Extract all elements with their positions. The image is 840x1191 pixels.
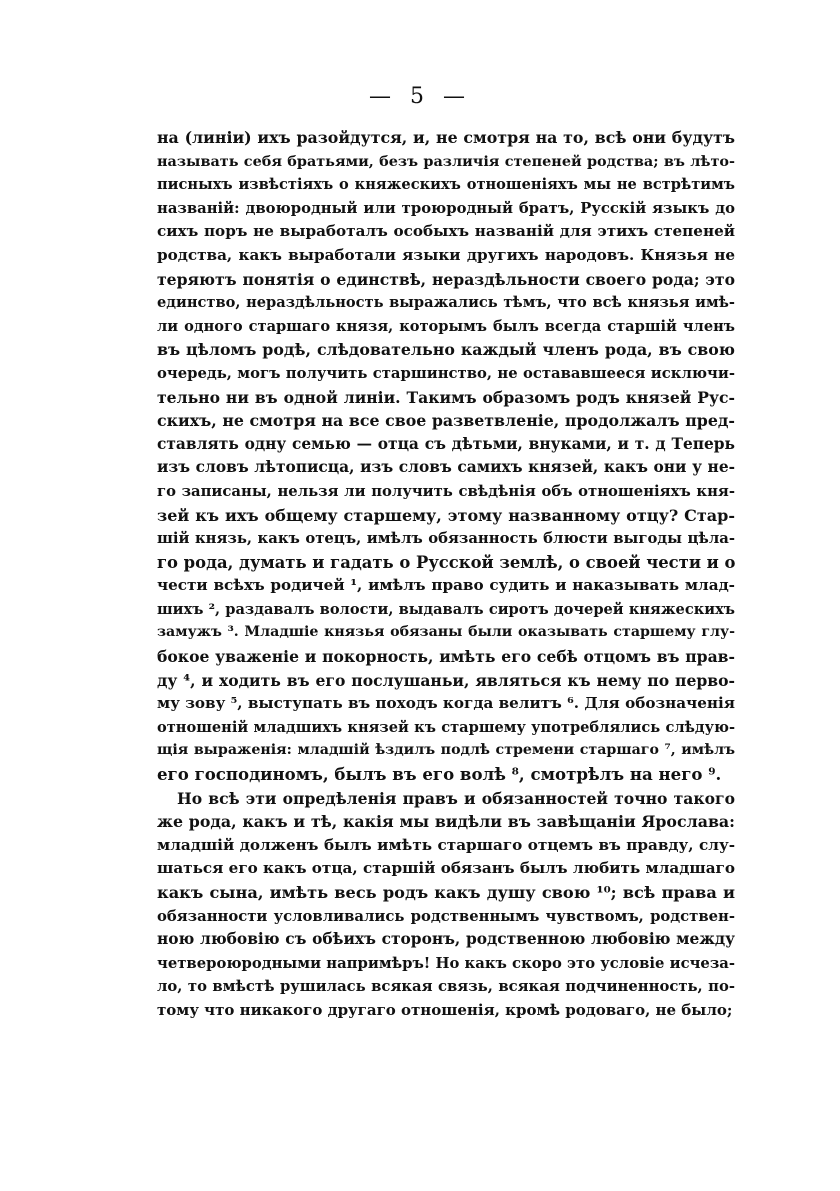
text-line: му зову ⁵, выступать въ походъ когда велитъ ⁶. Для обозначенія xyxy=(157,694,735,713)
text-line: же рода, какъ и тѣ, какія мы видѣли въ завѣщаніи Ярослава: xyxy=(157,812,735,832)
text-line: ставлять одну семью — отца съ дѣтьми, внуками, и т. д Теперь xyxy=(157,434,735,453)
text-line: четвероюродными напримѣръ! Но какъ скоро это условіе исчеза- xyxy=(157,954,735,972)
text-line: младшій долженъ былъ имѣть старшаго отцемъ въ правду, слу- xyxy=(157,835,735,854)
paragraph-1 xyxy=(157,126,735,787)
text-line: чести всѣхъ родичей ¹, имѣлъ право судить и наказывать млад- xyxy=(157,576,735,595)
text-line: ли одного старшаго князя, которымъ былъ всегда старшій членъ xyxy=(157,317,735,335)
text-line: обязанности условливались родственнымъ чувствомъ, родствен- xyxy=(157,907,735,925)
text-line: его господиномъ, былъ въ его волѣ ⁸, смотрѣлъ на него ⁹. xyxy=(157,764,722,785)
text-line: ло, то вмѣстѣ рушилась всякая связь, всякая подчиненность, по- xyxy=(157,978,735,996)
text-line: Но всѣ эти опредѣленія правъ и обязанностей точно такого xyxy=(177,788,735,808)
text-line: тельно ни въ одной линіи. Такимъ образомъ родъ князей Рус- xyxy=(157,387,735,407)
text-line: на (линіи) ихъ разойдутся, и, не смотря на то, всѣ они будутъ xyxy=(157,128,735,147)
text-line: щія выраженія: младшій ѣздилъ подлѣ стремени старшаго ⁷, имѣлъ xyxy=(157,742,735,759)
text-line: отношеній младшихъ князей къ старшему употреблялись слѣдую- xyxy=(157,718,735,736)
text-line: теряютъ понятія о единствѣ, нераздѣльности своего рода; это xyxy=(157,269,735,289)
text-line: единство, нераздѣльность выражались тѣмъ, что всѣ князья имѣ- xyxy=(157,294,735,312)
text-line: ною любовію съ обѣихъ сторонъ, родственною любовію между xyxy=(157,930,735,949)
paragraph-2 xyxy=(157,787,735,1023)
text-line: замужъ ³. Младшіе князья обязаны были оказывать старшему глу- xyxy=(157,624,735,641)
text-line: ду ⁴, и ходить въ его послушаньи, являться къ нему по перво- xyxy=(157,670,735,690)
text-line: называть себя братьями, безъ различія степеней родства; въ лѣто- xyxy=(157,152,735,170)
page-number: — 5 — xyxy=(369,84,471,109)
text-line: сихъ поръ не выработалъ особыхъ названій для этихъ степеней xyxy=(157,222,735,241)
body-text xyxy=(157,126,735,1023)
text-line: какъ сына, имѣть весь родъ какъ душу свою ¹⁰; всѣ права и xyxy=(157,883,735,902)
text-line: тому что никакого другаго отношенія, кромѣ родоваго, не было; xyxy=(157,1000,733,1019)
text-line: писныхъ извѣстіяхъ о княжескихъ отношеніяхъ мы не встрѣтимъ xyxy=(157,176,735,194)
text-line: го записаны, нельзя ли получить свѣдѣнія объ отношеніяхъ кня- xyxy=(157,482,735,500)
text-line: шій князь, какъ отецъ, имѣлъ обязанность блюсти выгоды цѣла- xyxy=(157,530,735,548)
text-line: въ цѣломъ родѣ, слѣдовательно каждый членъ рода, въ свою xyxy=(157,340,735,360)
text-line: го рода, думать и гадать о Русской землѣ, о своей чести и о xyxy=(157,552,736,572)
text-line: бокое уваженіе и покорность, имѣть его себѣ отцомъ въ прав- xyxy=(157,647,735,667)
text-line: очередь, могъ получить старшинство, не остававшееся исключи- xyxy=(157,364,735,382)
text-line: шихъ ², раздавалъ волости, выдавалъ сиротъ дочерей княжескихъ xyxy=(157,600,735,618)
text-line: изъ словъ лѣтописца, изъ словъ самихъ князей, какъ они у не- xyxy=(157,458,735,477)
text-line: родства, какъ выработали языки другихъ народовъ. Князья не xyxy=(157,245,735,264)
text-line: шаться его какъ отца, старшій обязанъ былъ любить младшаго xyxy=(157,859,735,878)
text-line: скихъ, не смотря на все свое разветвленіе, продолжалъ пред- xyxy=(157,411,735,431)
text-line: названій: двоюродный или троюродный братъ, Русскій языкъ до xyxy=(157,199,735,217)
text-line: зей къ ихъ общему старшему, этому названному отцу? Стар- xyxy=(157,505,735,525)
